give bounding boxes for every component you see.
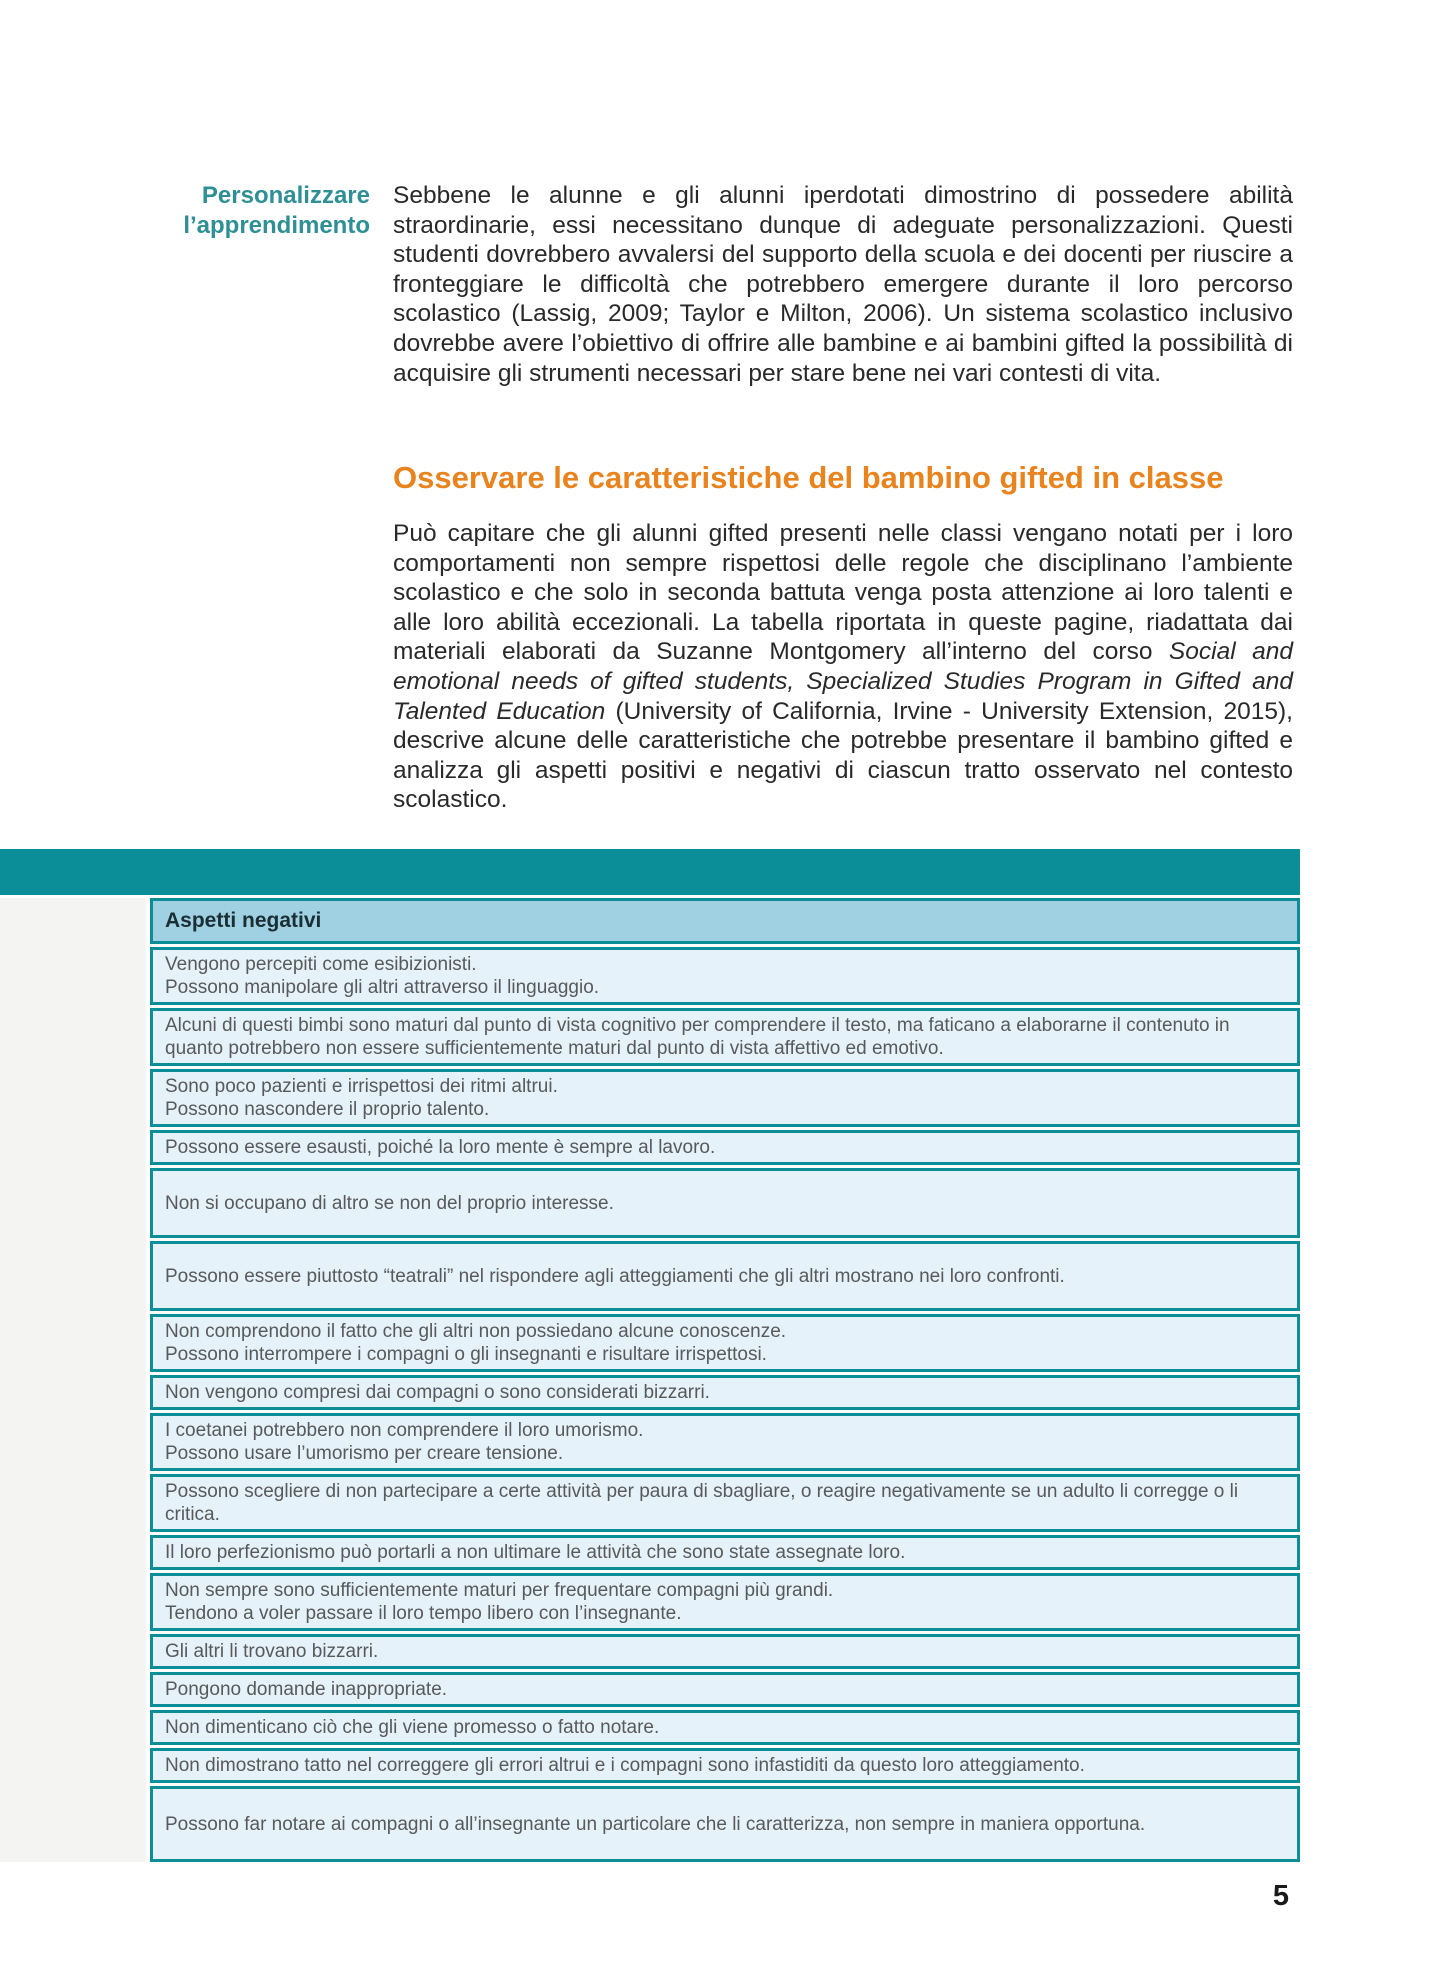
table-row-line: Possono nascondere il proprio talento.	[165, 1099, 490, 1120]
table-row-line: Gli altri li trovano bizzarri.	[165, 1641, 379, 1662]
table-row	[150, 1634, 1300, 1669]
table-row-line: Non dimostrano tatto nel correggere gli errori altrui e i compagni sono infastiditi da questo loro atteggiamento.	[165, 1755, 1085, 1776]
table-row	[150, 1672, 1300, 1707]
table-row-line: Tendono a voler passare il loro tempo libero con l’insegnante.	[165, 1603, 682, 1624]
section-heading: Osservare le caratteristiche del bambino gifted in classe	[393, 460, 1224, 495]
section-paragraph	[393, 519, 1293, 815]
table-row-line: Il loro perfezionismo può portarli a non ultimare le attività che sono state assegnate loro.	[165, 1542, 906, 1563]
table-row	[150, 1748, 1300, 1783]
table-row	[150, 1069, 1300, 1127]
table-row-line: Vengono percepiti come esibizionisti.	[165, 954, 477, 975]
table-row	[150, 1710, 1300, 1745]
table-row-line: Possono far notare ai compagni o all’insegnante un particolare che li caratterizza, non sempre in maniera opportuna.	[165, 1813, 1146, 1835]
table-row-line: Pongono domande inappropriate.	[165, 1679, 448, 1700]
negatives-table	[150, 898, 1300, 1862]
teal-band	[0, 849, 1300, 895]
table-row-line: Possono essere piuttosto “teatrali” nel rispondere agli atteggiamenti che gli altri mostrano nei loro confronti.	[165, 1265, 1065, 1287]
table-zone	[0, 849, 1300, 1862]
table-row-line: Possono scegliere di non partecipare a certe attività per paura di sbagliare, o reagire negativamente se un adulto li corregge o li critica.	[165, 1481, 1239, 1525]
left-gray-panel	[0, 898, 146, 1862]
section-paragraph-part1: Può capitare che gli alunni gifted presenti nelle classi vengano notati per i loro comportamenti non sempre rispettosi delle regole che disciplinano l’ambiente scolastico e che solo in seconda battuta venga posta attenzione ai loro talenti e alle loro abilità eccezionali. La tabella riportata in queste pagine, riadattata dai materiali elaborati da Suzanne Montgomery all’interno del corso	[393, 520, 1293, 666]
table-row-line: Non si occupano di altro se non del proprio interesse.	[165, 1192, 614, 1214]
table-row	[150, 1786, 1300, 1862]
table-row-line: I coetanei potrebbero non comprendere il loro umorismo.	[165, 1420, 644, 1441]
table-row	[150, 1314, 1300, 1372]
table-row	[150, 1241, 1300, 1311]
table-row	[150, 1573, 1300, 1631]
table-row	[150, 1168, 1300, 1238]
table-row	[150, 1008, 1300, 1066]
table-row-line: Non vengono compresi dai compagni o sono considerati bizzarri.	[165, 1382, 710, 1403]
table-row-line: Alcuni di questi bimbi sono maturi dal punto di vista cognitivo per comprendere il testo, ma faticano a elaborarne il contenuto in quanto potrebbero non essere sufficientemente maturi dal punto di vista affettivo ed emotivo.	[165, 1015, 1230, 1059]
table-row-line: Non dimenticano ciò che gli viene promesso o fatto notare.	[165, 1717, 660, 1738]
intro-paragraph: Sebbene le alunne e gli alunni iperdotati dimostrino di possedere abilità straordinarie, essi necessitano dunque di adeguate personalizzazioni. Questi studenti dovrebbero avvalersi del supporto della scuola e dei docenti per riuscire a fronteggiare le difficoltà che potrebbero emergere durante il loro percorso scolastico (Lassig, 2009; Taylor e Milton, 2006). Un sistema scolastico inclusivo dovrebbe avere l’obiettivo di offrire alle bambine e ai bambini gifted la possibilità di acquisire gli strumenti necessari per stare bene nei vari contesti di vita.	[393, 182, 1293, 387]
section-paragraph-part3: (University of California, Irvine - University Extension, 2015), descrive alcune delle caratteristiche che potrebbe presentare il bambino gifted e analizza gli aspetti positivi e negativi di ciascun tratto osservato nel contesto scolastico.	[393, 697, 1293, 814]
table-row	[150, 1474, 1300, 1532]
table-row-line: Sono poco pazienti e irrispettosi dei ritmi altrui.	[165, 1076, 558, 1097]
table-row	[150, 1535, 1300, 1570]
section-paragraph-italic: Social and emotional needs of gifted students, Specialized Studies Program in Gifted and Talented Education	[393, 638, 1293, 725]
table-row	[150, 1375, 1300, 1410]
table-row	[150, 1413, 1300, 1471]
table-header-cell: Aspetti negativi	[150, 898, 1300, 944]
margin-note-line: Personalizzare	[201, 182, 370, 209]
table-row-line: Non sempre sono sufficientemente maturi per frequentare compagni più grandi.	[165, 1580, 834, 1601]
table-row-line: Possono essere esausti, poiché la loro mente è sempre al lavoro.	[165, 1137, 716, 1158]
table-row-line: Possono usare l’umorismo per creare tensione.	[165, 1443, 564, 1464]
margin-note	[100, 181, 370, 241]
table-row-line: Non comprendono il fatto che gli altri non possiedano alcune conoscenze.	[165, 1321, 787, 1342]
table-zone-body	[0, 898, 1300, 1862]
page-number: 5	[1272, 1880, 1290, 1912]
table-row-line: Possono interrompere i compagni o gli insegnanti e risultare irrispettosi.	[165, 1344, 767, 1365]
margin-note-line: l’apprendimento	[183, 212, 370, 239]
table-row-line: Possono manipolare gli altri attraverso il linguaggio.	[165, 977, 600, 998]
table-row	[150, 947, 1300, 1005]
table-row	[150, 1130, 1300, 1165]
